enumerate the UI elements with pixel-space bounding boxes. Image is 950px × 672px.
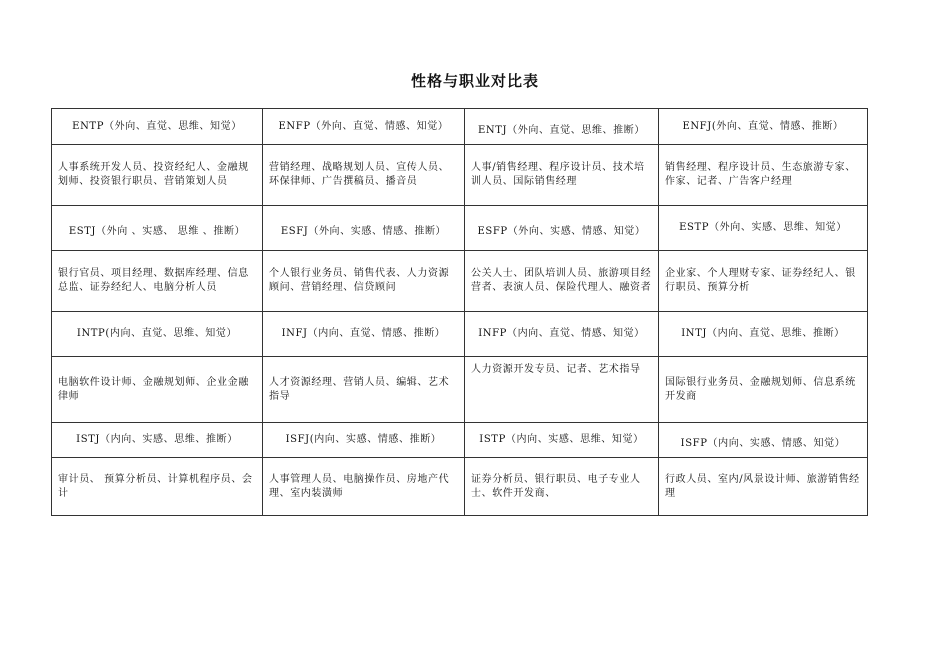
type-cell: ESFP（外向、实感、情感、知觉） — [465, 206, 659, 251]
type-cell: ENTJ（外向、直觉、思维、推断） — [465, 109, 659, 145]
table-row-type — [52, 109, 868, 145]
table-row-type — [52, 312, 868, 357]
jobs-cell: 销售经理、程序设计员、生态旅游专家、作家、记者、广告客户经理 — [659, 145, 868, 206]
type-cell: ISFP（内向、实感、情感、知觉） — [659, 423, 868, 458]
table-row-jobs — [52, 145, 868, 206]
jobs-cell: 电脑软件设计师、金融规划师、企业金融律师 — [52, 357, 263, 423]
jobs-cell: 证券分析员、银行职员、电子专业人士、软件开发商、 — [465, 458, 659, 516]
jobs-cell: 国际银行业务员、金融规划师、信息系统开发商 — [659, 357, 868, 423]
type-cell: ENFJ(外向、直觉、情感、推断） — [659, 109, 868, 145]
type-cell: ISTP（内向、实感、思维、知觉） — [465, 423, 659, 458]
type-cell: ESFJ（外向、实感、情感、推断） — [263, 206, 465, 251]
jobs-cell: 营销经理、战略规划人员、宣传人员、环保律师、广告撰稿员、播音员 — [263, 145, 465, 206]
type-cell: INFJ（内向、直觉、情感、推断） — [263, 312, 465, 357]
jobs-cell: 人事/销售经理、程序设计员、技术培训人员、国际销售经理 — [465, 145, 659, 206]
type-cell: INTJ（内向、直觉、思维、推断） — [659, 312, 868, 357]
type-cell: ESTJ（外向 、实感、 思维 、推断） — [52, 206, 263, 251]
table-row-jobs — [52, 251, 868, 312]
jobs-cell: 审计员、 预算分析员、计算机程序员、会计 — [52, 458, 263, 516]
table-row-type — [52, 206, 868, 251]
type-cell: INFP（内向、直觉、情感、知觉） — [465, 312, 659, 357]
type-cell: ISFJ(内向、实感、情感、推断） — [263, 423, 465, 458]
type-cell: ESTP（外向、实感、思维、知觉） — [659, 206, 868, 251]
jobs-cell: 个人银行业务员、销售代表、人力资源顾问、营销经理、信贷顾问 — [263, 251, 465, 312]
type-cell: INTP(内向、直觉、思维、知觉） — [52, 312, 263, 357]
jobs-cell: 人力资源开发专员、记者、艺术指导 — [465, 357, 659, 423]
type-cell: ENTP（外向、直觉、思维、知觉） — [52, 109, 263, 145]
jobs-cell: 行政人员、室内/风景设计师、旅游销售经理 — [659, 458, 868, 516]
jobs-cell: 人才资源经理、营销人员、编辑、艺术指导 — [263, 357, 465, 423]
table-row-type — [52, 423, 868, 458]
personality-career-table — [51, 108, 868, 516]
table-row-jobs — [52, 458, 868, 516]
jobs-cell: 银行官员、项目经理、数据库经理、信息总监、证券经纪人、电脑分析人员 — [52, 251, 263, 312]
jobs-cell: 人事管理人员、电脑操作员、房地产代理、室内装潢师 — [263, 458, 465, 516]
jobs-cell: 人事系统开发人员、投资经纪人、金融规划师、投资银行职员、营销策划人员 — [52, 145, 263, 206]
jobs-cell: 企业家、个人理财专家、证券经纪人、银行职员、预算分析 — [659, 251, 868, 312]
type-cell: ISTJ（内向、实感、思维、推断） — [52, 423, 263, 458]
page-title: 性格与职业对比表 — [410, 72, 539, 90]
jobs-cell: 公关人士、团队培训人员、旅游项目经营者、表演人员、保险代理人、融资者 — [465, 251, 659, 312]
table-row-jobs — [52, 357, 868, 423]
type-cell: ENFP（外向、直觉、情感、知觉） — [263, 109, 465, 145]
